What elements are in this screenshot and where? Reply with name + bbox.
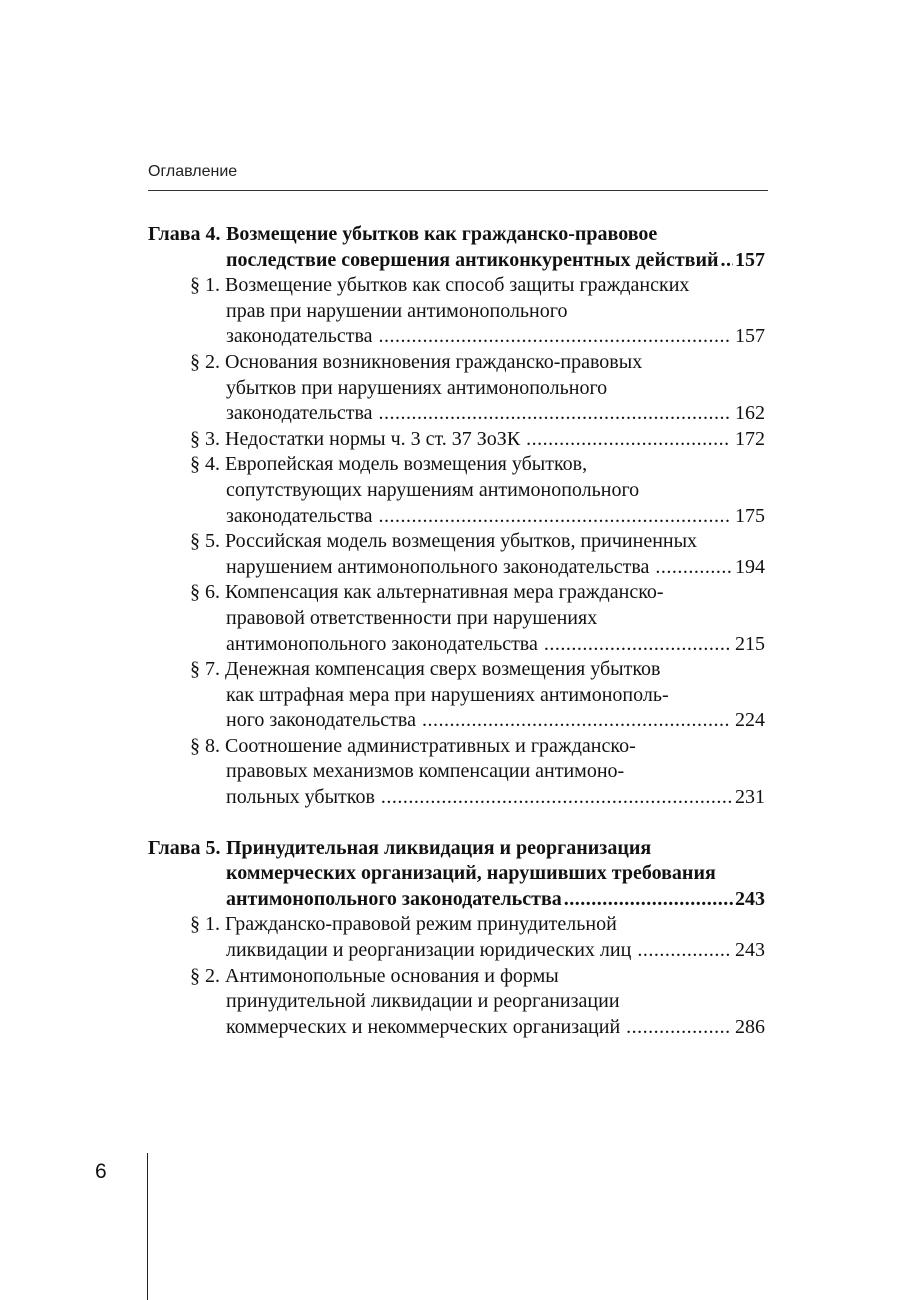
section-title-line: Антимонопольные основания и формы [225,964,559,987]
footer-vertical-rule [147,1153,148,1300]
dot-leader [379,324,731,350]
dot-leader [422,708,731,734]
chapter-heading [148,836,765,862]
page-ref: 194 [735,555,765,578]
section-title-last: законодательства [226,402,373,425]
chapter-heading [148,222,765,248]
dot-leader [526,427,731,453]
section-title-last: нарушением антимонопольного законодательства [226,555,650,578]
page-ref: 243 [735,887,765,910]
section-4-7: § 7. Денежная компенсация сверх возмещения убытков как штрафная мера при нарушениях антимонополь- ного законодательства ..... 224 [148,657,765,734]
dot-leader [637,938,731,964]
page-number: 6 [95,1160,107,1183]
section-title-line: правовой ответственности при нарушениях [226,606,598,629]
dot-leader [379,504,731,530]
dot-leader [564,887,733,913]
chapter-label: Глава 5. [148,836,221,859]
section-4-2: § 2. Основания возникновения гражданско-правовых убытков при нарушениях антимонопольного законодательства ..... 162 [148,350,765,427]
dot-leader [544,632,731,658]
section-title-last: законодательства [226,325,373,348]
page-ref: 157 [735,325,765,348]
section-4-6: § 6. Компенсация как альтернативная мера гражданско- правовой ответственности при нарушениях антимонопольного законодательства ..... 215 [148,580,765,657]
page-ref: 162 [735,402,765,425]
dot-leader [381,785,731,811]
page-ref: 224 [735,709,765,732]
section-title-last: коммерческих и некоммерческих организаций [226,1015,621,1038]
chapter-label: Глава 4. [148,223,221,245]
section-title-line: убытков при нарушениях антимонопольного [226,376,608,399]
section-4-4: § 4. Европейская модель возмещения убытков, сопутствующих нарушениям антимонопольного законодательства ..... 175 [148,452,765,529]
section-4-1: § 1. Возмещение убытков как способ защиты гражданских прав при нарушении антимонопольного законодательства ..... 157 [148,273,765,350]
section-4-3: § 3. Недостатки нормы ч. 3 ст. 37 ЗоЗК ..... 172 [148,427,765,453]
chapter-title-line: коммерческих организаций, нарушивших требования [226,862,716,885]
dot-leader [655,555,731,581]
page-ref: 157 [735,248,765,271]
dot-leader [721,248,733,274]
section-4-8: § 8. Соотношение административных и гражданско- правовых механизмов компенсации антимоно- польных убытков ..... 231 [148,734,765,811]
page-ref: 175 [735,504,765,527]
running-head: Оглавление [148,163,238,180]
section-title-line: Европейская модель возмещения убытков, [225,453,588,476]
section-5-1: § 1. Гражданско-правовой режим принудительной ликвидации и реорганизации юридических лиц ..... 243 [148,912,765,963]
chapter-5 [148,836,765,913]
chapter-4 [148,222,765,273]
section-title-line: прав при нарушении антимонопольного [226,299,568,322]
page-ref: 243 [735,939,765,962]
section-4-5: § 5. Российская модель возмещения убытков, причиненных нарушением антимонопольного законодательства ..... 194 [148,529,765,580]
page-ref: 231 [735,786,765,809]
section-title-last: антимонопольного законодательства [226,632,538,655]
section-title-line: Российская модель возмещения убытков, причиненных [225,530,698,553]
table-of-contents [148,222,765,1040]
section-title-last: законодательства [226,504,373,527]
section-title-line: Основания возникновения гражданско-правовых [225,350,643,373]
dot-leader [626,1015,731,1041]
page-ref: 215 [735,632,765,655]
section-title-line: Гражданско-правовой режим принудительной [225,913,617,936]
chapter-title-line: Возмещение убытков как гражданско-правовое [226,223,658,245]
section-title-line: принудительной ликвидации и реорганизации [226,990,620,1013]
header-rule [148,190,768,191]
section-5-2: § 2. Антимонопольные основания и формы принудительной ликвидации и реорганизации коммерческих и некоммерческих организаций ..... 286 [148,964,765,1041]
dot-leader [379,401,731,427]
section-title-last: ного законодательства [226,709,416,732]
section-title-line: правовых механизмов компенсации антимоно- [226,760,625,783]
chapter-title-last-line: антимонопольного законодательства ..... 243 [148,887,765,913]
section-title-last: ликвидации и реорганизации юридических лиц [226,939,632,962]
chapter-title-last-line: последствие совершения антиконкурентных действий ..... 157 [148,248,765,274]
page-ref: 172 [735,427,765,450]
page-ref: 286 [735,1015,765,1038]
section-title-line: Компенсация как альтернативная мера гражданско- [225,581,664,604]
section-title-last: польных убытков [226,786,375,809]
section-title-line: Возмещение убытков как способ защиты гражданских [225,274,690,297]
section-title-line: сопутствующих нарушениям антимонопольного [226,478,640,501]
section-title-line: как штрафная мера при нарушениях антимонополь- [226,683,669,706]
section-title-last: Недостатки нормы ч. 3 ст. 37 ЗоЗК [225,427,521,450]
section-title-line: Соотношение административных и гражданско- [225,734,636,757]
chapter-title-line: Принудительная ликвидация и реорганизация [226,836,652,859]
section-title-line: Денежная компенсация сверх возмещения убытков [225,658,661,681]
